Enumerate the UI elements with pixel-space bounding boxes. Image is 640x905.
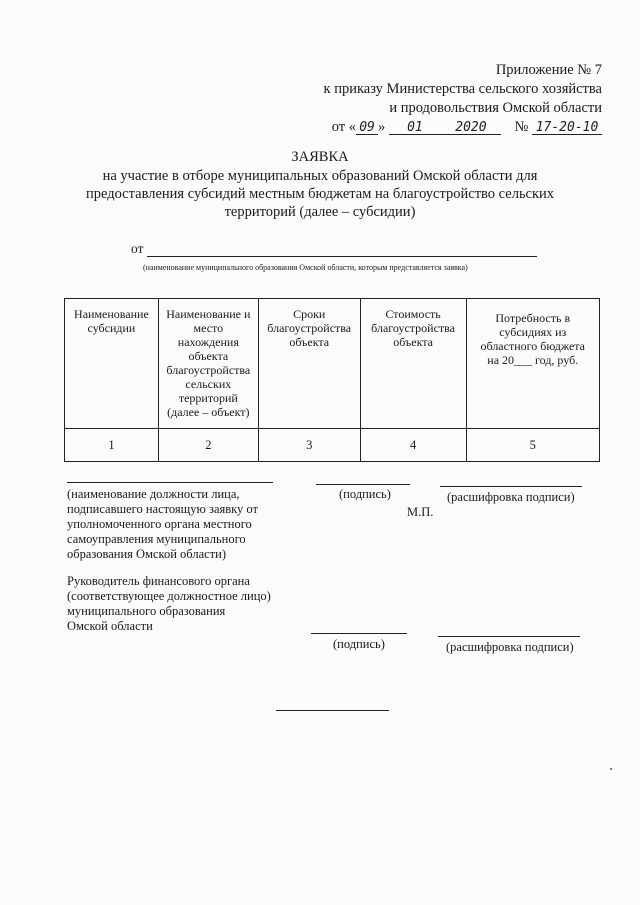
- title-line-3: территорий (далее – субсидии): [224, 204, 416, 220]
- decode-line: [440, 486, 582, 487]
- table-header-row: [65, 299, 600, 429]
- signature-caption: (подпись): [339, 487, 391, 501]
- order-reference-line2: и продовольствия Омской области: [389, 100, 602, 116]
- date-mid: »: [378, 119, 386, 135]
- stamp-place: М.П.: [407, 505, 434, 519]
- date-prefix: от «: [331, 119, 357, 135]
- closing-separator: [276, 710, 389, 711]
- date-day: 09: [356, 121, 378, 135]
- municipality-name-line: [147, 256, 537, 257]
- appendix-number: Приложение № 7: [495, 62, 602, 78]
- title-line-1: на участие в отборе муниципальных образований Омской области для: [102, 168, 538, 184]
- header-object-name: Наименование и место нахождения объекта благоустройства сельских территорий (далее – объект): [158, 299, 258, 429]
- municipality-caption: (наименование муниципального образования Омской области, которым представляется заявка): [143, 263, 468, 272]
- number-label: №: [514, 119, 529, 135]
- finance-head-caption: Руководитель финансового органа (соответствующее должностное лицо) муниципального образования Омской области: [67, 574, 271, 633]
- position-line: [67, 482, 273, 483]
- order-reference-line1: к приказу Министерства сельского хозяйства: [323, 81, 602, 97]
- decode-line: [438, 636, 580, 637]
- position-caption: (наименование должности лица, подписавшего настоящую заявку от уполномоченного органа местного самоуправления муниципального образования Омской области): [67, 487, 258, 561]
- document-title: ЗАЯВКА: [291, 149, 349, 165]
- header-cost: Стоимость благоустройства объекта: [360, 299, 466, 429]
- column-number: 5: [466, 429, 599, 462]
- column-number: 2: [158, 429, 258, 462]
- signature-line: [316, 484, 410, 485]
- application-table: [64, 298, 600, 462]
- column-number: 1: [65, 429, 159, 462]
- order-date-line: [332, 119, 602, 136]
- decode-caption: (расшифровка подписи): [446, 640, 574, 654]
- date-month: 01: [389, 121, 441, 135]
- order-number: 17-20-10: [532, 121, 602, 135]
- table-row: [65, 429, 600, 462]
- column-number: 3: [258, 429, 360, 462]
- decode-caption: (расшифровка подписи): [447, 490, 575, 504]
- header-subsidy-name: Наименование субсидии: [65, 299, 159, 429]
- signature-line: [311, 633, 407, 634]
- header-deadlines: Сроки благоустройства объекта: [258, 299, 360, 429]
- scan-speck: [610, 768, 612, 770]
- signature-caption: (подпись): [333, 637, 385, 651]
- column-number: 4: [360, 429, 466, 462]
- title-line-2: предоставления субсидий местным бюджетам на благоустройство сельских: [85, 186, 555, 202]
- date-year: 2020: [441, 121, 501, 135]
- header-need: Потребность в субсидиях из областного бюджета на 20___ год, руб.: [466, 299, 599, 429]
- from-label: от: [131, 241, 144, 256]
